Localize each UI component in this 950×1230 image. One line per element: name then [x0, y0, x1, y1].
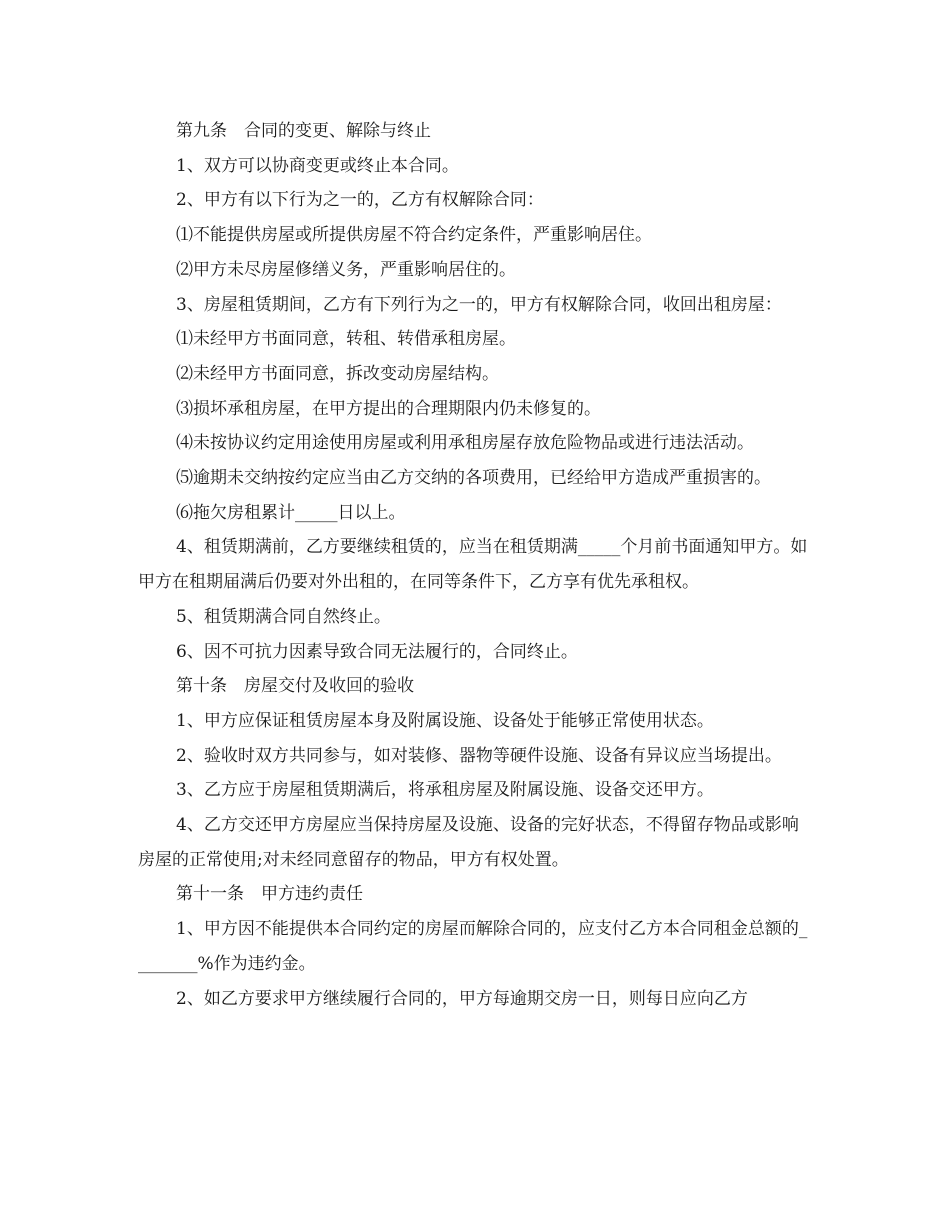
paragraph: 1、双方可以协商变更或终止本合同。 — [176, 155, 459, 176]
paragraph: ⑷未按协议约定用途使用房屋或利用承租房屋存放危险物品或进行违法活动。 — [176, 433, 754, 454]
paragraph: ⑴未经甲方书面同意，转租、转借承租房屋。 — [176, 329, 516, 350]
article-10-heading: 第十条 房屋交付及收回的验收 — [176, 676, 414, 697]
paragraph: ⑶损坏承租房屋，在甲方提出的合理期限内仍未修复的。 — [176, 398, 601, 419]
paragraph: ⑵甲方未尽房屋修缮义务，严重影响居住的。 — [176, 259, 516, 280]
paragraph: 3、乙方应于房屋租赁期满后，将承租房屋及附属设施、设备交还甲方。 — [176, 780, 714, 801]
paragraph: 4、乙方交还甲方房屋应当保持房屋及设施、设备的完好状态，不得留存物品或影响房屋的正常使用;对未经同意留存的物品，甲方有权处置。 — [138, 815, 799, 870]
paragraph: 5、租赁期满合同自然终止。 — [176, 606, 391, 627]
paragraph: 3、房屋租赁期间，乙方有下列行为之一的，甲方有权解除合同，收回出租房屋： — [176, 294, 782, 315]
article-9-heading: 第九条 合同的变更、解除与终止 — [176, 121, 431, 141]
paragraph: ⑵未经甲方书面同意，拆改变动房屋结构。 — [176, 363, 499, 384]
paragraph: 2、验收时双方共同参与，如对装修、器物等硬件设施、设备有异议应当场提出。 — [176, 745, 782, 766]
paragraph: 2、甲方有以下行为之一的，乙方有权解除合同： — [176, 190, 544, 211]
paragraph: 2、如乙方要求甲方继续履行合同的，甲方每逾期交房一日，则每日应向乙方 — [176, 988, 748, 1009]
contract-body — [138, 114, 814, 1016]
paragraph: 4、租赁期满前，乙方要继续租赁的，应当在租赁期满_____个月前书面通知甲方。如甲方在租期届满后仍要对外出租的，在同等条件下，乙方享有优先承租权。 — [138, 537, 808, 593]
paragraph: 1、甲方应保证租赁房屋本身及附属设施、设备处于能够正常使用状态。 — [176, 710, 714, 731]
article-11-heading: 第十一条 甲方违约责任 — [176, 884, 363, 905]
paragraph: ⑹拖欠房租累计_____日以上。 — [176, 502, 406, 523]
paragraph: ⑴不能提供房屋或所提供房屋不符合约定条件，严重影响居住。 — [176, 225, 652, 246]
paragraph: ⑸逾期未交纳按约定应当由乙方交纳的各项费用，已经给甲方造成严重损害的。 — [176, 468, 771, 489]
paragraph: 1、甲方因不能提供本合同约定的房屋而解除合同的，应支付乙方本合同租金总额的________%作为违约金。 — [138, 919, 808, 974]
paragraph: 6、因不可抗力因素导致合同无法履行的，合同终止。 — [176, 641, 578, 662]
